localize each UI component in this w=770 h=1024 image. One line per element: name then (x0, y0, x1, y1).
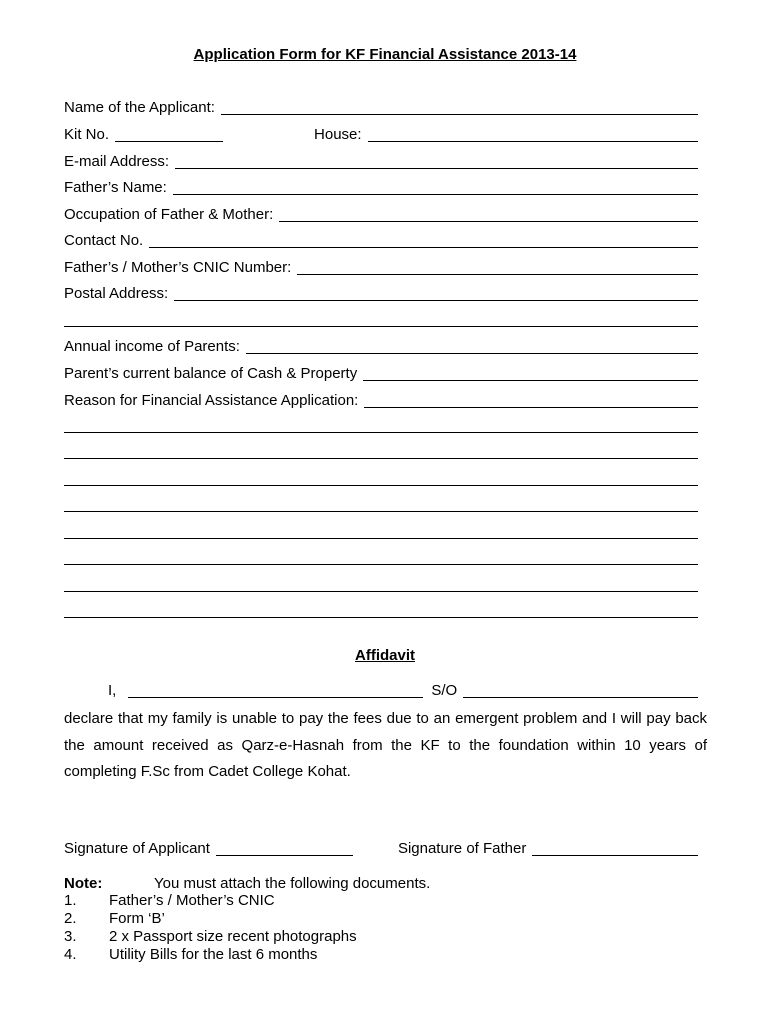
signature-applicant-label: Signature of Applicant (64, 840, 210, 857)
house-field[interactable] (368, 141, 698, 142)
affidavit-title: Affidavit (355, 647, 415, 664)
affidavit-so-label: S/O (431, 682, 458, 699)
name-applicant-label: Name of the Applicant: (64, 99, 215, 116)
name-applicant-row (64, 97, 698, 117)
postal-label: Postal Address: (64, 285, 169, 302)
documents-list (64, 892, 357, 964)
house-label: House: (314, 126, 362, 143)
father-name-field[interactable] (173, 194, 698, 195)
kit-house-row (64, 124, 698, 144)
income-field[interactable] (246, 353, 698, 354)
list-item-number: 3. (64, 928, 77, 945)
father-name-row (64, 177, 698, 197)
postal-field[interactable] (174, 300, 698, 301)
affidavit-name-row (108, 680, 698, 700)
balance-row (64, 363, 698, 383)
cnic-field[interactable] (297, 274, 698, 275)
affidavit-i-label: I, (108, 682, 117, 699)
list-item-text: 2 x Passport size recent photographs (109, 928, 357, 945)
affidavit-name-field[interactable] (128, 697, 423, 698)
kit-no-field[interactable] (115, 141, 223, 142)
note-label: Note: (64, 875, 103, 892)
signature-father-field[interactable] (532, 855, 698, 856)
cnic-row (64, 257, 698, 277)
reason-row (64, 390, 698, 410)
kit-no-label: Kit No. (64, 126, 110, 143)
list-item-number: 2. (64, 910, 77, 927)
list-item (64, 928, 357, 946)
balance-label: Parent’s current balance of Cash & Property (64, 365, 358, 382)
name-applicant-field[interactable] (221, 114, 698, 115)
occupation-row (64, 204, 698, 224)
list-item-text: Form ‘B’ (109, 910, 165, 927)
reason-field-line-4[interactable] (64, 485, 698, 486)
note-heading (64, 875, 430, 892)
email-field[interactable] (175, 168, 698, 169)
postal-field-line-2[interactable] (64, 326, 698, 327)
signature-applicant-field[interactable] (216, 855, 353, 856)
form-title: Application Form for KF Financial Assistance 2013-14 (193, 46, 577, 63)
reason-field[interactable] (364, 407, 698, 408)
reason-field-line-3[interactable] (64, 458, 698, 459)
list-item-text: Father’s / Mother’s CNIC (109, 892, 275, 909)
reason-field-line-5[interactable] (64, 511, 698, 512)
list-item-text: Utility Bills for the last 6 months (109, 946, 318, 963)
email-label: E-mail Address: (64, 153, 170, 170)
father-name-label: Father’s Name: (64, 179, 167, 196)
balance-field[interactable] (363, 380, 698, 381)
occupation-field[interactable] (279, 221, 698, 222)
contact-row (64, 230, 698, 250)
signatures-row (64, 838, 698, 858)
occupation-label: Occupation of Father & Mother: (64, 206, 274, 223)
list-item (64, 910, 357, 928)
affidavit-so-field[interactable] (463, 697, 698, 698)
income-label: Annual income of Parents: (64, 338, 240, 355)
list-item (64, 946, 357, 964)
postal-row (64, 283, 698, 303)
reason-field-line-7[interactable] (64, 564, 698, 565)
reason-field-line-8[interactable] (64, 591, 698, 592)
email-row (64, 151, 698, 171)
contact-label: Contact No. (64, 232, 144, 249)
reason-field-line-6[interactable] (64, 538, 698, 539)
affidavit-text: declare that my family is unable to pay the fees due to an emergent problem and I will pay back the amount received as Qarz-e-Hasnah from the KF to the foundation within 10 years of completing F.Sc from Cadet College Kohat. (64, 710, 707, 780)
reason-label: Reason for Financial Assistance Application: (64, 392, 359, 409)
contact-field[interactable] (149, 247, 698, 248)
signature-father-label: Signature of Father (397, 840, 527, 857)
income-row (64, 336, 698, 356)
list-item-number: 4. (64, 946, 77, 963)
list-item (64, 892, 357, 910)
list-item-number: 1. (64, 892, 77, 909)
reason-field-line-2[interactable] (64, 432, 698, 433)
cnic-label: Father’s / Mother’s CNIC Number: (64, 259, 292, 276)
note-text: You must attach the following documents. (154, 875, 431, 892)
reason-field-line-9[interactable] (64, 617, 698, 618)
